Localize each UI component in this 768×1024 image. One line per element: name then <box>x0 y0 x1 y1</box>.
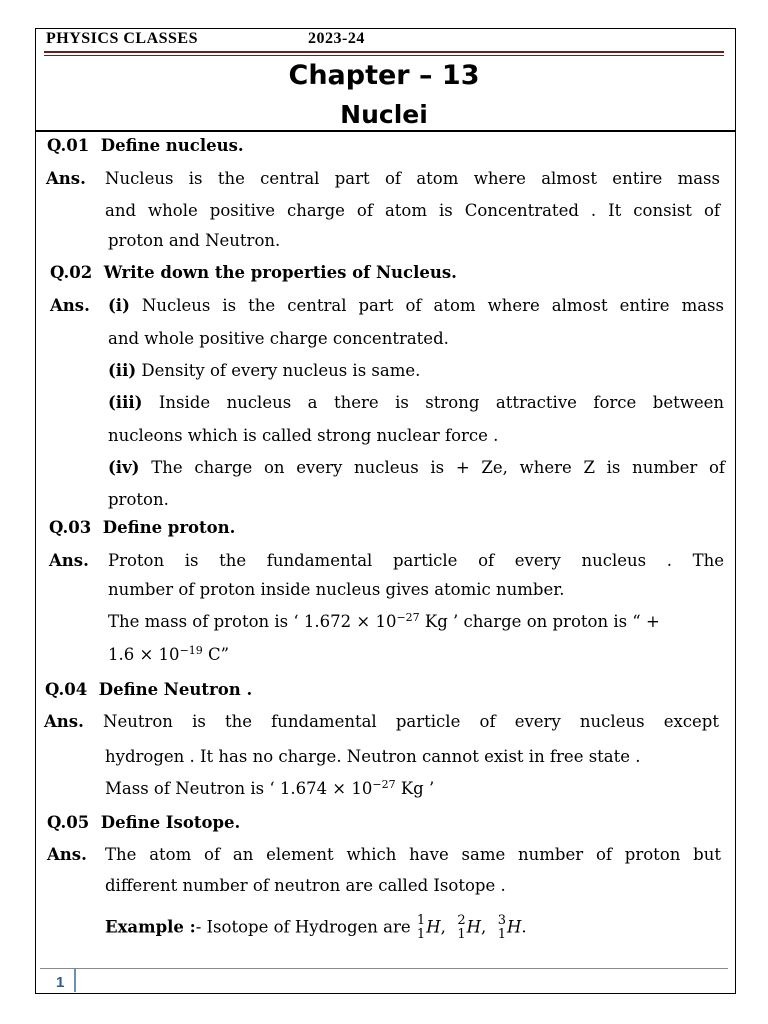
answer-line: Nucleus is the central part of atom where almost entire mass <box>105 169 720 188</box>
example-text: - Isotope of Hydrogen are <box>195 917 416 937</box>
text: The mass of proton is ‘ 1.672 × 10 <box>108 612 397 631</box>
element-symbol: H <box>426 917 441 937</box>
question-text: Define nucleus. <box>100 136 244 155</box>
mass-number: 1 <box>416 913 426 928</box>
question-number: Q.01 <box>47 136 90 155</box>
chapter-name: Nuclei <box>340 100 428 129</box>
example-label: Example : <box>105 917 196 937</box>
text: 1.6 × 10 <box>108 645 180 664</box>
text: Mass of Neutron is ‘ 1.674 × 10 <box>105 779 373 798</box>
mass-number: 2 <box>457 913 466 928</box>
answer-line: different number of neutron are called Isotope . <box>105 876 506 895</box>
question-text: Define Isotope. <box>100 813 241 832</box>
exponent: −27 <box>372 778 396 791</box>
text: Kg ’ charge on proton is “ + <box>419 612 660 631</box>
answer-line: The atom of an element which have same number of proton but <box>105 845 721 864</box>
footer-rule <box>40 968 728 969</box>
property-text: Density of every nucleus is same. <box>141 361 421 380</box>
isotope-nuclide <box>417 914 425 942</box>
header-rule-thin <box>44 55 724 56</box>
answer-line: Neutron is the fundamental particle of every nucleus except <box>103 712 719 731</box>
exponent: −19 <box>179 644 203 657</box>
question-3 <box>49 518 235 538</box>
property-1-cont: and whole positive charge concentrated. <box>108 329 449 348</box>
property-label: (ii) <box>108 361 137 380</box>
property-1 <box>108 296 724 316</box>
atomic-number: 1 <box>497 927 507 942</box>
atomic-number: 1 <box>457 927 466 942</box>
header-year: 2023-24 <box>308 30 365 47</box>
question-text: Define Neutron . <box>98 680 253 699</box>
question-4 <box>45 680 252 700</box>
property-label: (iv) <box>108 458 140 477</box>
question-text: Write down the properties of Nucleus. <box>103 263 457 282</box>
proton-mass-line <box>108 612 660 632</box>
separator: . <box>521 917 527 937</box>
property-4-cont: proton. <box>108 490 169 509</box>
exponent: −27 <box>396 611 420 624</box>
property-2 <box>108 361 420 381</box>
question-5 <box>47 813 240 833</box>
isotope-nuclide <box>498 914 506 942</box>
answer-line: and whole positive charge of atom is Concentrated . It consist of <box>105 201 720 220</box>
header-rule <box>44 51 724 53</box>
neutron-mass-line <box>105 779 434 799</box>
element-symbol: H <box>507 917 522 937</box>
mass-number: 3 <box>497 913 507 928</box>
title-divider <box>35 130 736 132</box>
property-4 <box>108 458 725 478</box>
answer-line: number of proton inside nucleus gives atomic number. <box>108 580 565 599</box>
proton-charge-line <box>108 645 229 665</box>
question-number: Q.02 <box>50 263 93 282</box>
property-label: (iii) <box>108 393 143 412</box>
atomic-number: 1 <box>416 927 426 942</box>
question-2 <box>50 263 457 283</box>
property-text: The charge on every nucleus is + Ze, where Z is number of <box>151 458 725 477</box>
property-label: (i) <box>108 296 130 315</box>
question-number: Q.05 <box>47 813 90 832</box>
answer-label: Ans. <box>47 845 87 864</box>
answer-label: Ans. <box>46 169 86 188</box>
property-3 <box>108 393 724 413</box>
text: Kg ’ <box>395 779 435 798</box>
answer-line: Proton is the fundamental particle of every nucleus . The <box>108 551 724 570</box>
question-text: Define proton. <box>102 518 236 537</box>
isotope-example <box>105 914 527 942</box>
answer-label: Ans. <box>50 296 90 315</box>
header-class-name: PHYSICS CLASSES <box>46 30 198 47</box>
question-number: Q.03 <box>49 518 92 537</box>
chapter-title: Chapter – 13 <box>288 60 480 91</box>
property-text: Nucleus is the central part of atom where almost entire mass <box>141 296 724 315</box>
text: C” <box>202 645 230 664</box>
separator: , <box>481 917 497 937</box>
property-3-cont: nucleons which is called strong nuclear force . <box>108 426 499 445</box>
question-1 <box>47 136 244 156</box>
separator: , <box>440 917 457 937</box>
answer-line: hydrogen . It has no charge. Neutron cannot exist in free state . <box>105 747 641 766</box>
page-header <box>46 30 365 48</box>
element-symbol: H <box>466 917 481 937</box>
answer-label: Ans. <box>49 551 89 570</box>
page-number: 1 <box>56 974 65 991</box>
question-number: Q.04 <box>45 680 88 699</box>
property-text: Inside nucleus a there is strong attractive force between <box>158 393 724 412</box>
isotope-nuclide <box>457 914 465 942</box>
answer-label: Ans. <box>44 712 84 731</box>
answer-line: proton and Neutron. <box>108 231 281 250</box>
